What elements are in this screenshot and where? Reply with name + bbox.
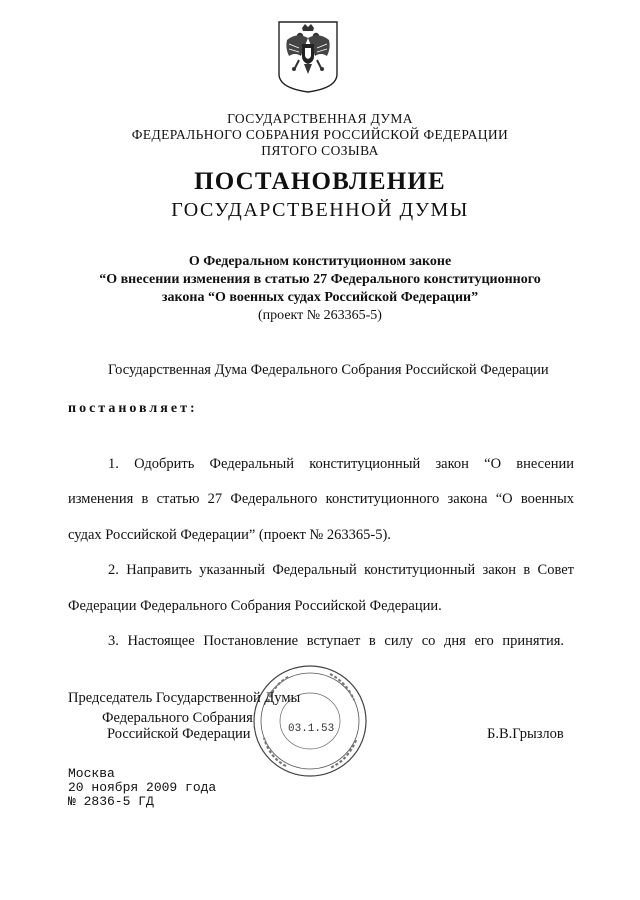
footer-date: 20 ноября 2009 года xyxy=(68,780,217,795)
signatory-role-line-2: Федерального Собрания xyxy=(102,710,253,726)
resolves-word: постановляет: xyxy=(68,401,198,416)
signatory-name: Б.В.Грызлов xyxy=(487,726,564,742)
document-title: ПОСТАНОВЛЕНИЕ xyxy=(194,168,446,195)
signatory-role-line-1: Председатель Государственной Думы xyxy=(68,690,301,706)
footer-city: Москва xyxy=(68,766,115,781)
subject-line-1: О Федеральном конституционном законе xyxy=(188,254,452,269)
subject-line-2: “О внесении изменения в статью 27 Федерального конституционного xyxy=(99,272,541,287)
document-subtitle: ГОСУДАРСТВЕННОЙ ДУМЫ xyxy=(171,199,469,221)
project-number: (проект № 263365-5) xyxy=(258,308,382,323)
signatory-role-line-3: Российской Федерации xyxy=(107,726,251,742)
intro-paragraph: Государственная Дума Федерального Собрания Российской Федерации xyxy=(108,362,549,378)
subject-line-3: закона “О военных судах Российской Федерации” xyxy=(161,290,479,305)
item-1-line-2: изменения в статью 27 Федерального конституционного закона “О военных xyxy=(68,491,574,507)
coat-of-arms-emblem xyxy=(275,18,341,94)
item-3-line-1: 3. Настоящее Постановление вступает в силу со дня его принятия. xyxy=(108,633,564,649)
header-line-duma: ГОСУДАРСТВЕННАЯ ДУМА xyxy=(227,111,413,126)
stamp-number: 03.1.53 xyxy=(288,723,335,735)
item-1-line-3: судах Российской Федерации” (проект № 263365-5). xyxy=(68,527,391,543)
header-line-convocation: ПЯТОГО СОЗЫВА xyxy=(261,143,379,158)
official-seal-stamp xyxy=(250,662,370,780)
item-1-line-1: 1. Одобрить Федеральный конституционный закон “О внесении xyxy=(108,456,574,472)
item-2-line-2: Федерации Федерального Собрания Российской Федерации. xyxy=(68,598,442,614)
header-line-assembly: ФЕДЕРАЛЬНОГО СОБРАНИЯ РОССИЙСКОЙ ФЕДЕРАЦИИ xyxy=(131,127,509,142)
footer-document-number: № 2836-5 ГД xyxy=(68,794,154,809)
item-2-line-1: 2. Направить указанный Федеральный конституционный закон в Совет xyxy=(108,562,574,578)
